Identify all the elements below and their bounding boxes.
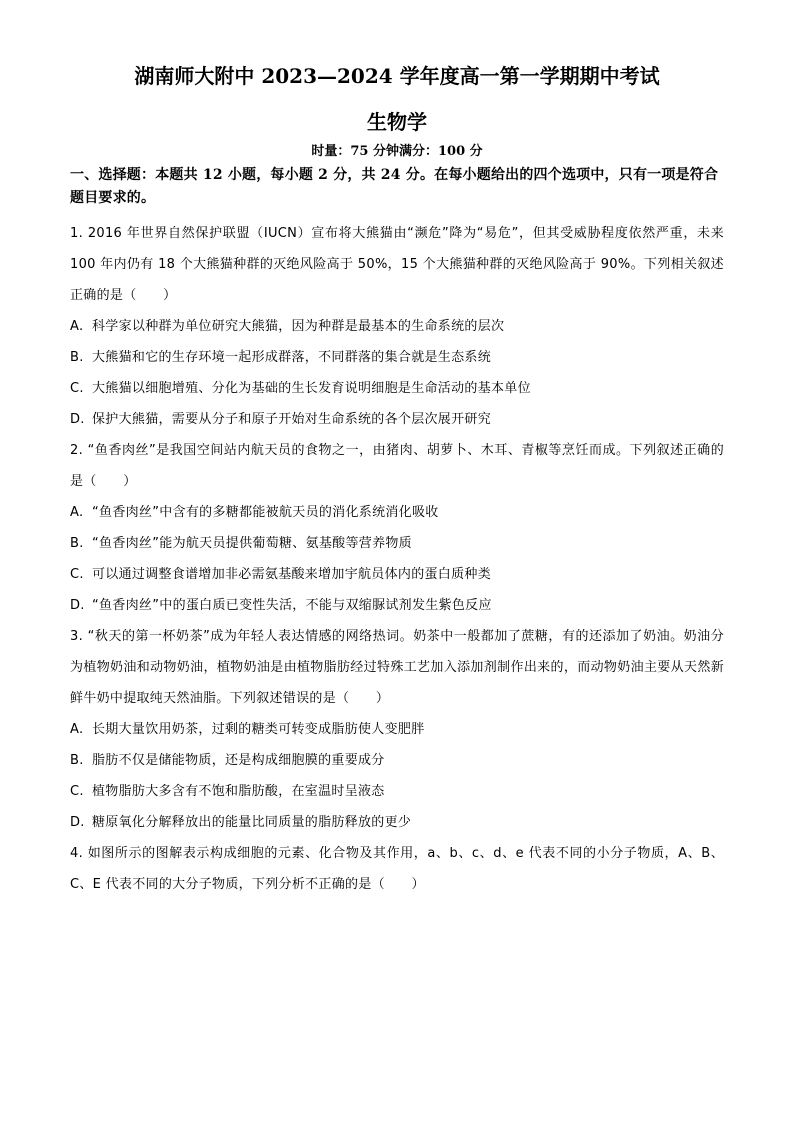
option-text: “鱼香肉丝”中的蛋白质已变性失活，不能与双缩脲试剂发生紫色反应 [92, 598, 492, 613]
option-letter: A. [70, 319, 84, 334]
option-text: 科学家以种群为单位研究大熊猫，因为种群是最基本的生命系统的层次 [92, 319, 505, 334]
question-4 [70, 838, 724, 900]
question-option [70, 776, 724, 807]
exam-title: 湖南师大附中 2023—2024 学年度高一第一学期期中考试 [134, 64, 660, 88]
question-stem: 2. “鱼香肉丝”是我国空间站内航天员的食物之一，由猪肉、胡萝卜、木耳、青椒等烹饪而成。下列叙述正确的是（ ） [70, 443, 724, 489]
question-option [70, 807, 724, 838]
option-letter: C. [70, 567, 84, 582]
question-2 [70, 435, 724, 621]
option-text: 大熊猫以细胞增殖、分化为基础的生长发育说明细胞是生命活动的基本单位 [92, 381, 531, 396]
question-stem: 3. “秋天的第一杯奶茶”成为年轻人表达情感的网络热词。奶茶中一般都加了蔗糖，有的还添加了奶油。奶油分为植物奶油和动物奶油，植物奶油是由植物脂肪经过特殊工艺加入添加剂制作出来的，而动物奶油主要从天然新鲜牛奶中提取纯天然油脂。下列叙述错误的是（ ） [70, 629, 724, 706]
question-option [70, 528, 724, 559]
option-letter: D. [70, 598, 85, 613]
question-option [70, 342, 724, 373]
option-text: 脂肪不仅是储能物质，还是构成细胞膜的重要成分 [92, 753, 385, 768]
option-text: “鱼香肉丝”中含有的多糖都能被航天员的消化系统消化吸收 [92, 505, 439, 520]
option-letter: B. [70, 350, 84, 365]
option-letter: B. [70, 536, 84, 551]
question-1 [70, 218, 724, 435]
option-letter: C. [70, 784, 84, 799]
option-text: 保护大熊猫，需要从分子和原子开始对生命系统的各个层次展开研究 [92, 412, 492, 427]
question-option [70, 714, 724, 745]
option-letter: A. [70, 505, 84, 520]
question-option [70, 404, 724, 435]
option-letter: D. [70, 412, 85, 427]
subject-title: 生物学 [367, 110, 427, 134]
question-option [70, 497, 724, 528]
question-option [70, 373, 724, 404]
option-letter: C. [70, 381, 84, 396]
section-header: 一、选择题：本题共 12 小题，每小题 2 分，共 24 分。在每小题给出的四个选项中，只有一项是符合题目要求的。 [70, 167, 719, 206]
question-stem: 1. 2016 年世界自然保护联盟（IUCN）宣布将大熊猫由“濒危”降为“易危”，但其受威胁程度依然严重，未来 100 年内仍有 18 个大熊猫种群的灭绝风险高于 50%，15 个大熊猫种群的灭绝风险高于 90%。下列相关叙述正确的是（ ） [70, 226, 724, 303]
option-text: 大熊猫和它的生存环境一起形成群落，不同群落的集合就是生态系统 [92, 350, 492, 365]
question-3 [70, 621, 724, 838]
option-text: 长期大量饮用奶茶，过剩的糖类可转变成脂肪使人变肥胖 [92, 722, 425, 737]
option-letter: A. [70, 722, 84, 737]
option-letter: D. [70, 815, 85, 830]
option-text: “鱼香肉丝”能为航天员提供葡萄糖、氨基酸等营养物质 [92, 536, 412, 551]
option-text: 可以通过调整食谱增加非必需氨基酸来增加宇航员体内的蛋白质种类 [92, 567, 492, 582]
option-text: 糖原氧化分解释放出的能量比同质量的脂肪释放的更少 [92, 815, 412, 830]
question-stem: 4. 如图所示的图解表示构成细胞的元素、化合物及其作用，a、b、c、d、e 代表不同的小分子物质，A、B、C、E 代表不同的大分子物质，下列分析不正确的是（ ） [70, 846, 724, 892]
question-option [70, 311, 724, 342]
question-option [70, 745, 724, 776]
exam-meta: 时量：75 分钟满分：100 分 [311, 144, 483, 159]
option-letter: B. [70, 753, 84, 768]
question-option [70, 559, 724, 590]
question-option [70, 590, 724, 621]
option-text: 植物脂肪大多含有不饱和脂肪酸，在室温时呈液态 [92, 784, 385, 799]
